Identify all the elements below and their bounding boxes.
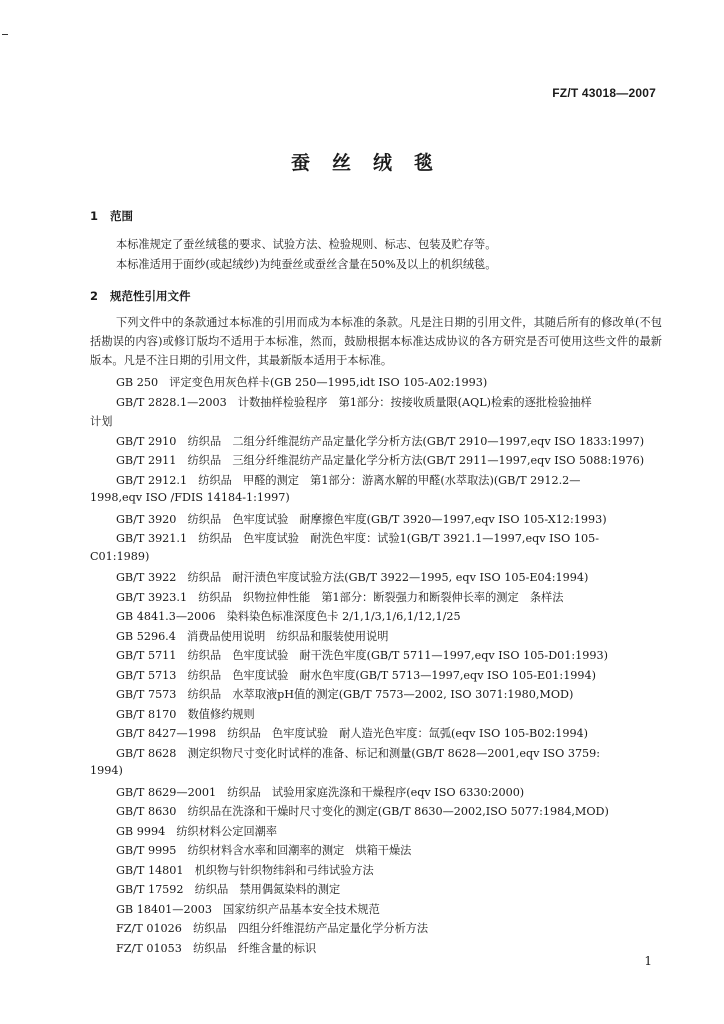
reference-item: GB/T 3923.1 纺织品 织物拉伸性能 第1部分：断裂强力和断裂伸长率的测定 条样法 bbox=[116, 590, 564, 604]
reference-item: GB/T 8630 纺织品在洗涤和干燥时尺寸变化的测定(GB/T 8630—2002,ISO 5077:1984,MOD) bbox=[116, 805, 609, 818]
section-2-heading bbox=[90, 288, 191, 304]
reference-item: 1994) bbox=[90, 764, 123, 777]
reference-item: GB 4841.3—2006 染料染色标准深度色卡 2/1,1/3,1/6,1/12,1/25 bbox=[116, 610, 461, 623]
reference-item: GB/T 8629—2001 纺织品 试验用家庭洗涤和干燥程序(eqv ISO 6330:2000) bbox=[116, 785, 525, 799]
reference-item: GB/T 2911 纺织品 三组分纤维混纺产品定量化学分析方法(GB/T 2911—1997,eqv ISO 5088:1976) bbox=[116, 454, 645, 467]
reference-item: GB 18401—2003 国家纺织产品基本安全技术规范 bbox=[116, 902, 380, 916]
reference-item: FZ/T 01026 纺织品 四组分纤维混纺产品定量化学分析方法 bbox=[116, 922, 429, 935]
page-number: 1 bbox=[644, 954, 652, 968]
section-title: 规范性引用文件 bbox=[110, 289, 191, 303]
reference-item: GB/T 5713 纺织品 色牢度试验 耐水色牢度(GB/T 5713—1997,eqv ISO 105-E01:1994) bbox=[116, 668, 597, 682]
reference-item: GB/T 2910 纺织品 二组分纤维混纺产品定量化学分析方法(GB/T 2910—1997,eqv ISO 1833:1997) bbox=[116, 434, 645, 448]
reference-item: GB/T 8170 数值修约规则 bbox=[116, 707, 255, 721]
reference-item: GB/T 8628 测定织物尺寸变化时试样的准备、标记和测量(GB/T 8628—2001,eqv ISO 3759: bbox=[116, 746, 601, 760]
section-number: 2 bbox=[90, 289, 99, 303]
reference-item: GB/T 2912.1 纺织品 甲醛的测定 第1部分：游离水解的甲醛(水萃取法)(GB/T 2912.2— bbox=[116, 473, 581, 487]
standard-number: FZ/T 43018—2007 bbox=[552, 86, 656, 100]
reference-item: GB/T 3920 纺织品 色牢度试验 耐摩擦色牢度(GB/T 3920—1997,eqv ISO 105-X12:1993) bbox=[116, 512, 607, 526]
section-title: 范围 bbox=[110, 209, 133, 223]
section-2-intro: 下列文件中的条款通过本标准的引用而成为本标准的条款。凡是注日期的引用文件，其随后所有的修改单(不包括勘误的内容)或修订版均不适用于本标准，然而，鼓励根据本标准达成协议的各方研究是否可使用这些文件的最新版本。凡是不注日期的引用文件，其最新版本适用于本标准。 bbox=[90, 316, 662, 367]
reference-item: FZ/T 01053 纺织品 纤维含量的标识 bbox=[116, 941, 317, 955]
reference-item: GB/T 7573 纺织品 水萃取液pH值的测定(GB/T 7573—2002, ISO 3071:1980,MOD) bbox=[116, 688, 574, 701]
reference-item: GB/T 5711 纺织品 色牢度试验 耐干洗色牢度(GB/T 5711—1997,eqv ISO 105-D01:1993) bbox=[116, 649, 609, 662]
section-1-paragraph: 本标准适用于面纱(或起绒纱)为纯蚕丝或蚕丝含量在50%及以上的机织绒毯。 bbox=[116, 258, 497, 271]
document-title: 蚕丝绒毯 bbox=[290, 152, 455, 174]
reference-item: GB/T 3922 纺织品 耐汗渍色牢度试验方法(GB/T 3922—1995, eqv ISO 105-E04:1994) bbox=[116, 571, 589, 584]
reference-item: 计划 bbox=[90, 415, 113, 428]
reference-item: C01:1989) bbox=[90, 549, 150, 563]
reference-item: GB/T 17592 纺织品 禁用偶氮染料的测定 bbox=[116, 883, 341, 896]
reference-item: GB/T 9995 纺织材料含水率和回潮率的测定 烘箱干燥法 bbox=[116, 844, 412, 857]
reference-item: GB 9994 纺织材料公定回潮率 bbox=[116, 824, 278, 838]
reference-item: GB 5296.4 消费品使用说明 纺织品和服装使用说明 bbox=[116, 629, 389, 643]
reference-item: GB 250 评定变色用灰色样卡(GB 250—1995,idt ISO 105-A02:1993) bbox=[116, 376, 488, 389]
reference-item: 1998,eqv ISO /FDIS 14184-1:1997) bbox=[90, 491, 290, 504]
scan-margin-mark bbox=[2, 34, 8, 35]
reference-item: GB/T 8427—1998 纺织品 色牢度试验 耐人造光色牢度：氙弧(eqv ISO 105-B02:1994) bbox=[116, 727, 589, 740]
section-1-heading bbox=[90, 208, 133, 224]
reference-item: GB/T 14801 机织物与针织物纬斜和弓纬试验方法 bbox=[116, 863, 374, 877]
reference-item: GB/T 2828.1—2003 计数抽样检验程序 第1部分：按接收质量限(AQL)检索的逐批检验抽样 bbox=[116, 395, 592, 409]
section-number: 1 bbox=[90, 209, 99, 223]
reference-item: GB/T 3921.1 纺织品 色牢度试验 耐洗色牢度：试验1(GB/T 3921.1—1997,eqv ISO 105- bbox=[116, 532, 600, 545]
section-1-paragraph: 本标准规定了蚕丝绒毯的要求、试验方法、检验规则、标志、包装及贮存等。 bbox=[116, 238, 497, 251]
